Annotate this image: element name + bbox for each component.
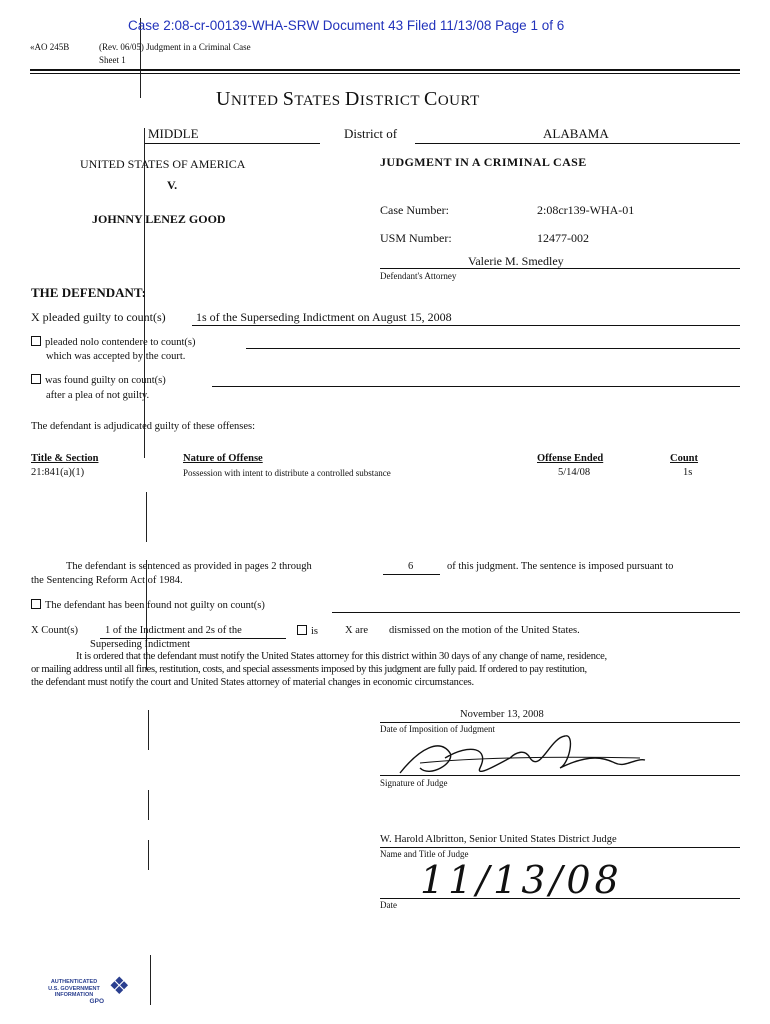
offense-header-count: Count: [670, 453, 699, 464]
signature-label: Signature of Judge: [380, 778, 448, 788]
attorney-label: Defendant's Attorney: [380, 271, 457, 281]
case-number-label: Case Number:: [380, 203, 449, 217]
order-line-3: the defendant must notify the court and United States attorney of material changes in economic circumstances.: [31, 677, 474, 688]
offense-title-section: 21:841(a)(1): [31, 467, 85, 478]
date-of-imposition-line: [380, 722, 740, 723]
pleaded-guilty-value: 1s of the Superseding Indictment on August 15, 2008: [196, 310, 452, 324]
is-label: is: [311, 626, 319, 637]
signature-line: [380, 775, 740, 776]
judge-name-line: [380, 847, 740, 848]
district-state-line: [415, 143, 740, 144]
attorney-line: [380, 268, 740, 269]
usm-number: 12477-002: [537, 231, 589, 245]
nolo-sub: which was accepted by the court.: [46, 351, 186, 362]
scan-line: [146, 492, 147, 542]
found-guilty-line: [212, 386, 740, 387]
date-line: [380, 898, 740, 899]
header-rule: [30, 73, 740, 74]
counts-value-1: 1 of the Indictment and 2s of the: [105, 625, 242, 636]
found-guilty-label: was found guilty on count(s): [45, 375, 166, 386]
nolo-checkbox: [31, 336, 41, 346]
district-label: District of: [344, 126, 398, 141]
form-id: «AO 245B: [30, 42, 70, 52]
are-mark: X: [345, 625, 353, 636]
not-guilty-line: [332, 612, 740, 613]
case-number: 2:08cr139-WHA-01: [537, 203, 635, 217]
sentence-pages-line: [383, 574, 440, 575]
gpo-authentication-seal: [44, 975, 134, 1015]
district-prefix-line: [145, 143, 320, 144]
judge-name: W. Harold Albritton, Senior United States District Judge: [380, 834, 617, 845]
gpo-line-3: INFORMATION: [54, 992, 94, 998]
pleaded-guilty-mark: X: [31, 310, 40, 324]
court-title: UNITED STATES DISTRICT COURT: [216, 88, 480, 110]
sentence-pages: 6: [408, 561, 414, 572]
not-guilty-label: The defendant has been found not guilty on count(s): [45, 600, 265, 611]
defendant-heading: THE DEFENDANT:: [31, 285, 146, 300]
judge-name-label: Name and Title of Judge: [380, 849, 469, 859]
usm-number-label: USM Number:: [380, 231, 452, 245]
not-guilty-checkbox: [31, 599, 41, 609]
offense-nature: Possession with intent to distribute a controlled substance: [183, 468, 391, 478]
scan-line: [150, 955, 151, 1005]
counts-row: [31, 625, 78, 636]
date-label: Date: [380, 900, 397, 910]
pleaded-guilty-label: pleaded guilty to count(s): [42, 310, 166, 324]
scan-line: [148, 710, 149, 750]
nolo-row: [31, 336, 195, 348]
counts-label: Count(s): [41, 625, 78, 636]
sheet-number: Sheet 1: [99, 55, 126, 65]
sentence-text-a: The defendant is sentenced as provided in pages 2 through: [66, 561, 312, 572]
header-rule: [30, 69, 740, 71]
sentence-text-b: of this judgment. The sentence is imposed pursuant to: [447, 561, 674, 572]
offense-header-title-section: Title & Section: [31, 453, 99, 464]
order-line-1: It is ordered that the defendant must notify the United States attorney for this district within 30 days of any change of name, residence,: [76, 651, 607, 662]
document-type: JUDGMENT IN A CRIMINAL CASE: [380, 155, 587, 169]
filing-stamp: Case 2:08-cr-00139-WHA-SRW Document 43 Filed 11/13/08 Page 1 of 6: [128, 18, 565, 33]
offense-ended: 5/14/08: [558, 467, 591, 478]
eagle-icon: ❖: [108, 974, 130, 1000]
are-row: [345, 625, 368, 636]
pleaded-guilty-row: [31, 310, 166, 325]
offense-count: 1s: [683, 467, 693, 478]
date-of-imposition: November 13, 2008: [460, 709, 544, 720]
pleaded-guilty-line: [192, 325, 740, 326]
form-revision: (Rev. 06/05) Judgment in a Criminal Case: [99, 42, 251, 52]
is-checkbox: [297, 625, 307, 635]
scan-line: [148, 840, 149, 870]
nolo-label: pleaded nolo contendere to count(s): [45, 337, 196, 348]
found-guilty-checkbox: [31, 374, 41, 384]
gpo-line-1: AUTHENTICATED: [50, 979, 98, 985]
date-of-imposition-label: Date of Imposition of Judgment: [380, 724, 495, 734]
are-label: are: [355, 625, 369, 636]
is-row: [297, 625, 318, 637]
adjudicated-text: The defendant is adjudicated guilty of these offenses:: [31, 421, 256, 432]
plaintiff: UNITED STATES OF AMERICA: [80, 157, 246, 171]
nolo-line: [246, 348, 740, 349]
counts-value-2: Superseding Indictment: [90, 639, 191, 650]
counts-mark: X: [31, 625, 39, 636]
sentence-text-c: the Sentencing Reform Act of 1984.: [31, 575, 183, 586]
scan-line: [148, 790, 149, 820]
order-line-2: or mailing address until all fines, restitution, costs, and special assessments imposed by this judgment are fully paid. If ordered to pay restitution,: [31, 664, 587, 675]
district-state: ALABAMA: [543, 126, 609, 141]
not-guilty-row: [31, 599, 265, 611]
dismissed-text: dismissed on the motion of the United States.: [389, 625, 580, 636]
gpo-line-4: GPO: [89, 997, 104, 1005]
defendant-name: JOHNNY LENEZ GOOD: [92, 212, 226, 226]
handwritten-date: 11/13/08: [420, 858, 623, 902]
gpo-line-2: U.S. GOVERNMENT: [48, 985, 100, 992]
district-prefix: MIDDLE: [148, 126, 199, 141]
offense-header-nature: Nature of Offense: [183, 453, 263, 464]
found-guilty-sub: after a plea of not guilty.: [46, 390, 150, 401]
offense-header-ended: Offense Ended: [537, 453, 604, 464]
defendant-attorney: Valerie M. Smedley: [468, 254, 564, 268]
versus: V.: [167, 178, 178, 192]
found-guilty-row: [31, 374, 166, 386]
